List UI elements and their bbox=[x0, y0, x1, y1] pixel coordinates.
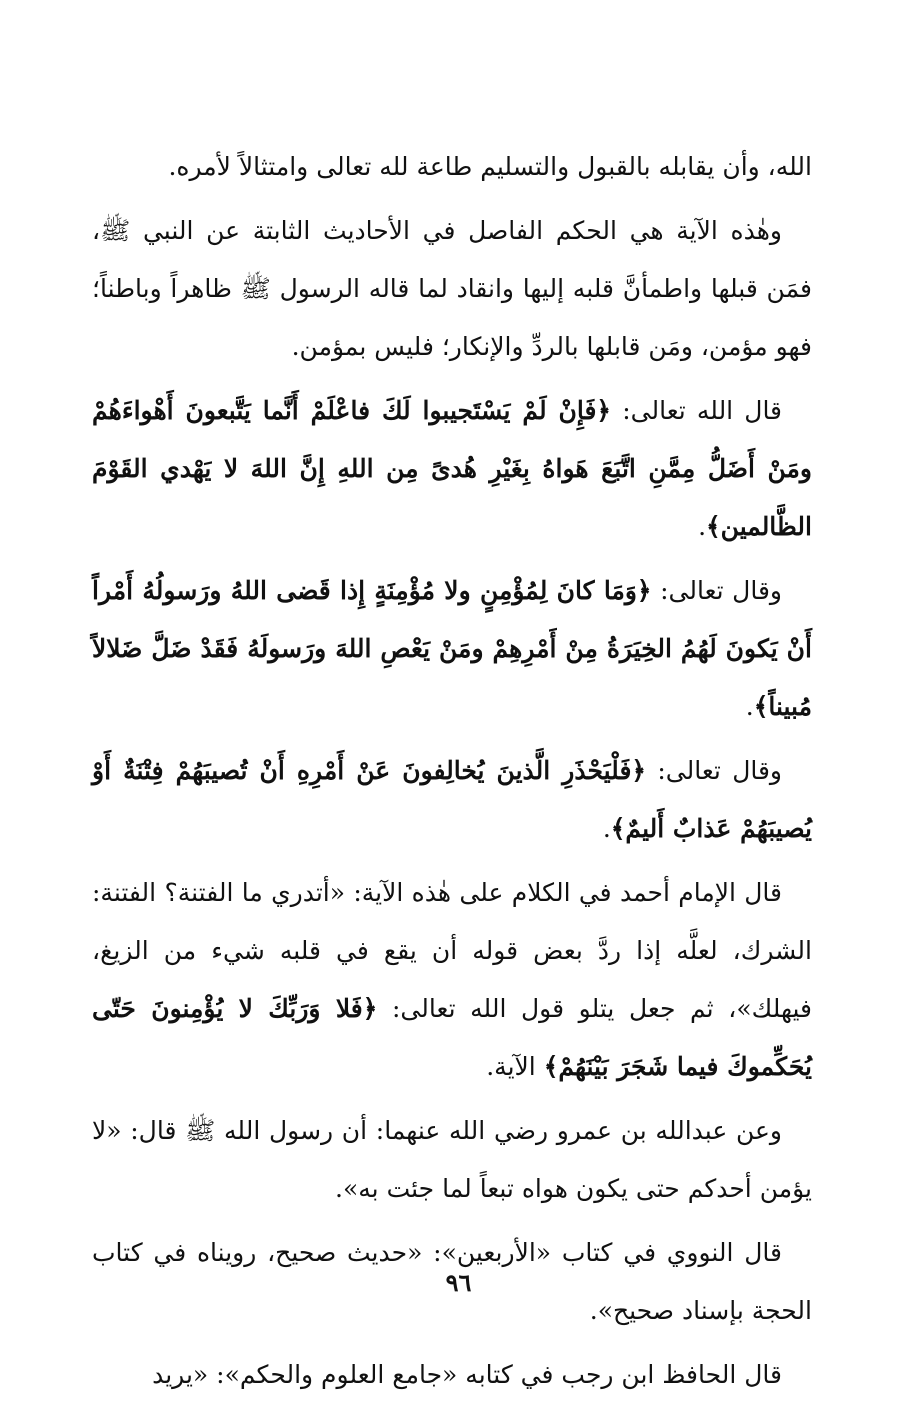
paragraph bbox=[92, 562, 812, 736]
text-run: الله، وأن يقابله بالقبول والتسليم طاعة لله تعالى وامتثالاً لأمره. bbox=[168, 152, 812, 181]
text-run: . bbox=[698, 512, 707, 541]
paragraph bbox=[92, 1346, 812, 1404]
text-run: . bbox=[602, 814, 611, 843]
quran-verse: ﴿فَلْيَحْذَرِ الَّذينَ يُخالِفونَ عَنْ أَمْرِهِ أَنْ تُصيبَهُمْ فِتْنَةٌ أَوْ يُصيبَهُمْ عَذابٌ أَليمٌ﴾ bbox=[92, 756, 812, 843]
paragraph bbox=[92, 382, 812, 556]
text-run: قال الله تعالى: bbox=[611, 396, 783, 425]
page-number: ٩٦ bbox=[445, 1268, 472, 1297]
paragraph bbox=[92, 1102, 812, 1218]
paragraph bbox=[92, 138, 812, 196]
body-text bbox=[92, 138, 812, 1404]
paragraph bbox=[92, 864, 812, 1096]
text-run: . bbox=[745, 692, 754, 721]
quran-verse: ﴿فَلا وَرَبِّكَ لا يُؤْمِنونَ حَتّى يُحَكِّموكَ فيما شَجَرَ بَيْنَهُمْ﴾ bbox=[92, 994, 812, 1081]
quran-verse: ﴿وَمَا كانَ لِمُؤْمِنٍ ولا مُؤْمِنَةٍ إِذا قَضى اللهُ ورَسولُهُ أَمْراً أَنْ يَكونَ لَهُمُ الخِيَرَةُ مِنْ أَمْرِهِمْ ومَنْ يَعْصِ اللهَ ورَسولَهُ فَقَدْ ضَلَّ ضَلالاً مُبيناً﴾ bbox=[92, 576, 812, 721]
text-run: قال الحافظ ابن رجب في كتابه «جامع العلوم والحكم»: «يريد bbox=[152, 1360, 782, 1389]
paragraph bbox=[92, 742, 812, 858]
text-run: قال النووي في كتاب «الأربعين»: «حديث صحيح، رويناه في كتاب الحجة بإسناد صحيح». bbox=[92, 1238, 812, 1325]
text-run: قال الإمام أحمد في الكلام على هٰذه الآية: «أتدري ما الفتنة؟ الفتنة: الشرك، لعلَّه إذا ردَّ بعض قوله أن يقع في قلبه شيء من الزيغ، فيهلك»، ثم جعل يتلو قول الله تعالى: bbox=[92, 878, 812, 1023]
text-run: الآية. bbox=[486, 1052, 544, 1081]
text-run: وهٰذه الآية هي الحكم الفاصل في الأحاديث الثابتة عن النبي ﷺ، فمَن قبلها واطمأنَّ قلبه إليها وانقاد لما قاله الرسول ﷺ ظاهراً وباطناً؛ فهو مؤمن، ومَن قابلها بالردِّ والإنكار؛ فليس بمؤمن. bbox=[92, 216, 812, 361]
text-run: وقال تعالى: bbox=[646, 756, 783, 785]
text-run: وعن عبدالله بن عمرو رضي الله عنهما: أن رسول الله ﷺ قال: «لا يؤمن أحدكم حتى يكون هواه تبعاً لما جئت به». bbox=[92, 1116, 812, 1203]
quran-verse: ﴿فَإِنْ لَمْ يَسْتَجيبوا لَكَ فاعْلَمْ أَنَّما يَتَّبعونَ أَهْواءَهُمْ ومَنْ أَضَلُّ مِمَّنِ اتَّبَعَ هَواهُ بِغَيْرِ هُدىً مِن اللهِ إِنَّ اللهَ لا يَهْدي القَوْمَ الظَّالمين﴾ bbox=[92, 396, 812, 541]
paragraph bbox=[92, 202, 812, 376]
text-run: وقال تعالى: bbox=[651, 576, 782, 605]
